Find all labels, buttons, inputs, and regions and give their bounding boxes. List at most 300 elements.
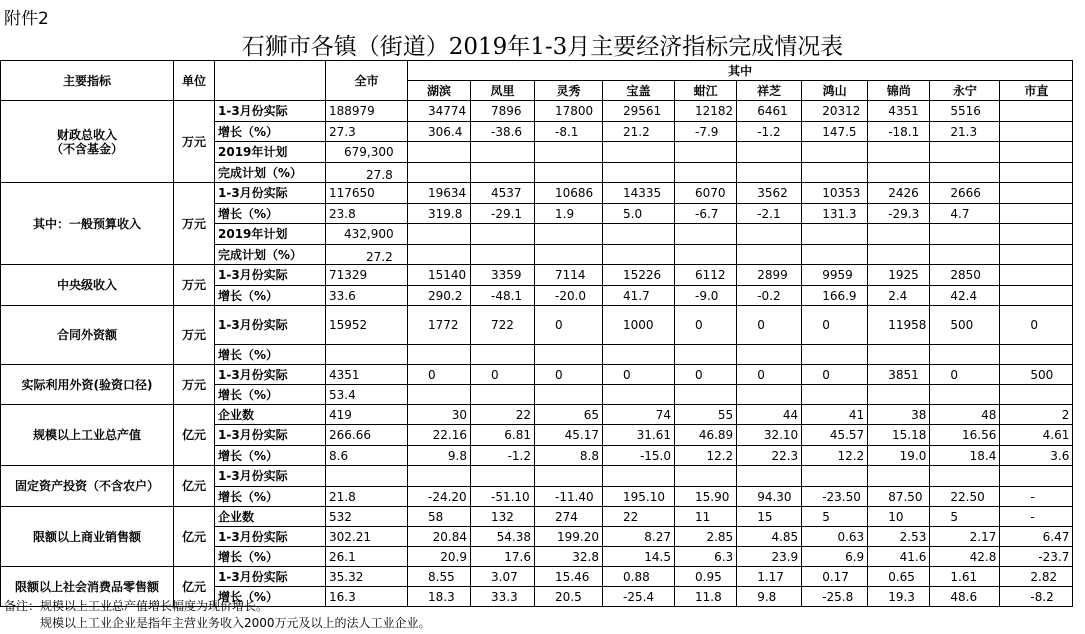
town-cell [675, 224, 737, 245]
town-cell: 14.5 [603, 547, 675, 567]
town-cell [471, 385, 535, 405]
town-cell: 0 [471, 365, 535, 385]
city-total: 27.8 [326, 163, 408, 183]
town-cell: 8.55 [408, 567, 471, 587]
town-cell: 199.20 [535, 527, 603, 547]
indicator-unit: 亿元 [174, 405, 215, 466]
row-label: 1-3月份实际 [215, 466, 326, 487]
town-cell: -18.1 [868, 122, 930, 142]
indicator-name: 合同外资额 [1, 306, 174, 365]
town-cell: 23.9 [737, 547, 802, 567]
town-cell [737, 466, 802, 487]
town-cell: 319.8 [408, 204, 471, 224]
town-cell [737, 345, 802, 365]
town-cell: 19.3 [868, 587, 930, 607]
town-cell: 2426 [868, 183, 930, 204]
city-total: 35.32 [326, 567, 408, 587]
town-cell: -48.1 [471, 286, 535, 306]
town-cell: 9.8 [408, 446, 471, 466]
town-cell: 20.5 [535, 587, 603, 607]
city-total: 15952 [326, 306, 408, 345]
header-blank [215, 61, 326, 101]
city-total: 432,900 [326, 224, 408, 245]
indicator-name: 财政总收入 （不含基金） [1, 101, 174, 183]
town-cell: 1.9 [535, 204, 603, 224]
header-town: 凤里 [471, 81, 535, 101]
town-cell: 2 [1000, 405, 1073, 425]
town-cell: 6070 [675, 183, 737, 204]
city-total: 4351 [326, 365, 408, 385]
town-cell: 7114 [535, 265, 603, 286]
town-cell: 22.16 [408, 425, 471, 446]
town-cell: -20.0 [535, 286, 603, 306]
town-cell [930, 245, 1000, 265]
town-cell: 0 [737, 306, 802, 345]
town-cell: 41.6 [868, 547, 930, 567]
town-cell: 16.56 [930, 425, 1000, 446]
city-total: 302.21 [326, 527, 408, 547]
town-cell: 6.81 [471, 425, 535, 446]
row-label: 增长（%） [215, 587, 326, 607]
city-total: 419 [326, 405, 408, 425]
town-cell: 45.57 [802, 425, 868, 446]
town-cell [603, 142, 675, 163]
indicator-unit: 万元 [174, 101, 215, 183]
town-cell: 132 [471, 507, 535, 527]
town-cell: 3.6 [1000, 446, 1073, 466]
town-cell: 2.85 [675, 527, 737, 547]
town-cell [471, 345, 535, 365]
town-cell: 15.90 [675, 487, 737, 507]
town-cell: 15140 [408, 265, 471, 286]
town-cell: 0 [603, 365, 675, 385]
town-cell: 18.3 [408, 587, 471, 607]
city-total: 23.8 [326, 204, 408, 224]
row-label: 1-3月份实际 [215, 265, 326, 286]
table-row [1, 466, 1073, 487]
header-town: 蚶江 [675, 81, 737, 101]
town-cell: 147.5 [802, 122, 868, 142]
town-cell [408, 163, 471, 183]
town-cell [535, 245, 603, 265]
town-cell: 4.7 [930, 204, 1000, 224]
town-cell: 722 [471, 306, 535, 345]
town-cell: 22 [471, 405, 535, 425]
town-cell [868, 224, 930, 245]
town-cell [675, 245, 737, 265]
town-cell [868, 466, 930, 487]
town-cell: 500 [930, 306, 1000, 345]
town-cell: 42.4 [930, 286, 1000, 306]
city-total: 188979 [326, 101, 408, 122]
town-cell [675, 345, 737, 365]
indicator-unit: 亿元 [174, 507, 215, 567]
town-cell: 290.2 [408, 286, 471, 306]
town-cell: 3359 [471, 265, 535, 286]
row-label: 增长（%） [215, 345, 326, 365]
town-cell [535, 385, 603, 405]
row-label: 增长（%） [215, 446, 326, 466]
town-cell: 74 [603, 405, 675, 425]
town-cell [1000, 204, 1073, 224]
town-cell: 12.2 [802, 446, 868, 466]
city-total: 21.8 [326, 487, 408, 507]
indicator-unit: 亿元 [174, 567, 215, 607]
town-cell: 15226 [603, 265, 675, 286]
note-line-2: 规模以上工业企业是指年主营业务收入2000万元及以上的法人工业企业。 [40, 616, 431, 630]
town-cell: 29561 [603, 101, 675, 122]
header-town: 祥芝 [737, 81, 802, 101]
header-unit: 单位 [174, 61, 215, 101]
town-cell [802, 466, 868, 487]
town-cell: 0 [1000, 306, 1073, 345]
town-cell: 20312 [802, 101, 868, 122]
row-label: 1-3月份实际 [215, 365, 326, 385]
header-town: 锦尚 [868, 81, 930, 101]
row-label: 1-3月份实际 [215, 183, 326, 204]
town-cell: -29.1 [471, 204, 535, 224]
row-label: 2019年计划 [215, 224, 326, 245]
row-label: 1-3月份实际 [215, 306, 326, 345]
city-total: 71329 [326, 265, 408, 286]
town-cell: 15 [737, 507, 802, 527]
table-row [1, 101, 1073, 122]
town-cell: 131.3 [802, 204, 868, 224]
town-cell [535, 466, 603, 487]
indicator-table [0, 60, 1073, 607]
town-cell: 0 [737, 365, 802, 385]
row-label: 完成计划（%） [215, 163, 326, 183]
town-cell: -51.10 [471, 487, 535, 507]
town-cell: 500 [1000, 365, 1073, 385]
town-cell: -29.3 [868, 204, 930, 224]
town-cell: 10353 [802, 183, 868, 204]
town-cell: 32.8 [535, 547, 603, 567]
town-cell [603, 163, 675, 183]
town-cell: 32.10 [737, 425, 802, 446]
indicator-unit: 万元 [174, 183, 215, 265]
town-cell [535, 163, 603, 183]
town-cell [868, 163, 930, 183]
town-cell: 1000 [603, 306, 675, 345]
town-cell: 42.8 [930, 547, 1000, 567]
header-of-which: 其中 [408, 61, 1073, 81]
attachment-label: 附件2 [4, 9, 49, 29]
row-label: 增长（%） [215, 286, 326, 306]
city-total: 26.1 [326, 547, 408, 567]
table-row [1, 507, 1073, 527]
town-cell [802, 224, 868, 245]
town-cell: 11 [675, 507, 737, 527]
town-cell: -8.1 [535, 122, 603, 142]
town-cell: 38 [868, 405, 930, 425]
table-title: 石狮市各镇（街道）2019年1-3月主要经济指标完成情况表 [241, 34, 844, 60]
town-cell: 11958 [868, 306, 930, 345]
row-label: 1-3月份实际 [215, 101, 326, 122]
town-cell: 20.84 [408, 527, 471, 547]
town-cell: 10686 [535, 183, 603, 204]
town-cell: 3.07 [471, 567, 535, 587]
town-cell [737, 224, 802, 245]
town-cell: -6.7 [675, 204, 737, 224]
town-cell [1000, 163, 1073, 183]
indicator-name: 限额以上社会消费品零售额 [1, 567, 174, 607]
town-cell: -1.2 [471, 446, 535, 466]
town-cell: 8.27 [603, 527, 675, 547]
indicator-unit: 万元 [174, 365, 215, 405]
town-cell [930, 385, 1000, 405]
town-cell: -23.50 [802, 487, 868, 507]
town-cell: -38.6 [471, 122, 535, 142]
row-label: 1-3月份实际 [215, 567, 326, 587]
town-cell [1000, 466, 1073, 487]
town-cell: 22.50 [930, 487, 1000, 507]
town-cell: 4.61 [1000, 425, 1073, 446]
town-cell: - [1000, 487, 1073, 507]
town-cell: 0 [930, 365, 1000, 385]
town-cell [930, 142, 1000, 163]
town-cell: -2.1 [737, 204, 802, 224]
header-indicator: 主要指标 [1, 61, 174, 101]
town-cell: 0 [802, 306, 868, 345]
town-cell: 8.8 [535, 446, 603, 466]
town-cell: 41.7 [603, 286, 675, 306]
town-cell: 12.2 [675, 446, 737, 466]
indicator-unit: 亿元 [174, 466, 215, 507]
city-total: 679,300 [326, 142, 408, 163]
table-row [1, 365, 1073, 385]
town-cell [802, 142, 868, 163]
header-town: 鸿山 [802, 81, 868, 101]
town-cell: 2899 [737, 265, 802, 286]
town-cell: 2.53 [868, 527, 930, 547]
header-row [1, 61, 1073, 81]
town-cell [737, 245, 802, 265]
town-cell [535, 142, 603, 163]
town-cell [603, 245, 675, 265]
town-cell: 22 [603, 507, 675, 527]
town-cell: 18.4 [930, 446, 1000, 466]
town-cell [675, 385, 737, 405]
town-cell [930, 466, 1000, 487]
city-total: 33.6 [326, 286, 408, 306]
city-total: 16.3 [326, 587, 408, 607]
town-cell: 11.8 [675, 587, 737, 607]
row-label: 2019年计划 [215, 142, 326, 163]
town-cell [675, 163, 737, 183]
town-cell [408, 142, 471, 163]
town-cell: 41 [802, 405, 868, 425]
indicator-name: 限额以上商业销售额 [1, 507, 174, 567]
town-cell: 12182 [675, 101, 737, 122]
table-row [1, 567, 1073, 587]
town-cell: 0 [802, 365, 868, 385]
town-cell: 0.17 [802, 567, 868, 587]
city-total [326, 345, 408, 365]
town-cell: 65 [535, 405, 603, 425]
row-label: 增长（%） [215, 547, 326, 567]
town-cell [603, 385, 675, 405]
town-cell [603, 224, 675, 245]
indicator-name: 固定资产投资（不含农户） [1, 466, 174, 507]
town-cell: 9959 [802, 265, 868, 286]
town-cell [471, 163, 535, 183]
city-total: 532 [326, 507, 408, 527]
town-cell [471, 245, 535, 265]
indicator-name: 实际利用外资(验资口径) [1, 365, 174, 405]
indicator-name: 其中：一般预算收入 [1, 183, 174, 265]
town-cell: 0 [675, 306, 737, 345]
town-cell [802, 385, 868, 405]
town-cell [1000, 265, 1073, 286]
town-cell: 4351 [868, 101, 930, 122]
town-cell: 17800 [535, 101, 603, 122]
town-cell [471, 224, 535, 245]
town-cell [535, 345, 603, 365]
town-cell: -25.4 [603, 587, 675, 607]
town-cell [868, 345, 930, 365]
town-cell: 14335 [603, 183, 675, 204]
town-cell: 6.47 [1000, 527, 1073, 547]
note-line-1: 备注：规模以上工业总产值增长幅度为现价增长。 [4, 599, 269, 613]
town-cell: 33.3 [471, 587, 535, 607]
town-cell: 44 [737, 405, 802, 425]
town-cell: 34774 [408, 101, 471, 122]
town-cell: 0.63 [802, 527, 868, 547]
header-town: 市直 [1000, 81, 1073, 101]
town-cell: 0 [535, 365, 603, 385]
town-cell [408, 224, 471, 245]
town-cell: 45.17 [535, 425, 603, 446]
indicator-unit: 万元 [174, 265, 215, 306]
city-total: 53.4 [326, 385, 408, 405]
indicator-name: 中央级收入 [1, 265, 174, 306]
town-cell: 54.38 [471, 527, 535, 547]
town-cell [802, 163, 868, 183]
town-cell: -1.2 [737, 122, 802, 142]
town-cell: -0.2 [737, 286, 802, 306]
town-cell: 21.3 [930, 122, 1000, 142]
town-cell [408, 385, 471, 405]
town-cell: 2.17 [930, 527, 1000, 547]
header-town: 宝盖 [603, 81, 675, 101]
town-cell: 48 [930, 405, 1000, 425]
row-label: 1-3月份实际 [215, 425, 326, 446]
city-total: 266.66 [326, 425, 408, 446]
header-town: 湖滨 [408, 81, 471, 101]
row-label: 企业数 [215, 507, 326, 527]
city-total: 27.3 [326, 122, 408, 142]
town-cell: -7.9 [675, 122, 737, 142]
town-cell: 15.46 [535, 567, 603, 587]
town-cell: 6.3 [675, 547, 737, 567]
town-cell: 2850 [930, 265, 1000, 286]
town-cell: 274 [535, 507, 603, 527]
town-cell: 5 [802, 507, 868, 527]
town-cell [535, 224, 603, 245]
town-cell: 21.2 [603, 122, 675, 142]
town-cell [737, 385, 802, 405]
indicator-unit: 万元 [174, 306, 215, 365]
town-cell [408, 345, 471, 365]
town-cell [675, 142, 737, 163]
town-cell [408, 466, 471, 487]
header-city: 全市 [326, 61, 408, 101]
row-label: 增长（%） [215, 487, 326, 507]
town-cell [930, 163, 1000, 183]
row-label: 增长（%） [215, 385, 326, 405]
town-cell: 87.50 [868, 487, 930, 507]
town-cell: 1925 [868, 265, 930, 286]
row-label: 增长（%） [215, 122, 326, 142]
city-total [326, 466, 408, 487]
town-cell: 6461 [737, 101, 802, 122]
town-cell [1000, 286, 1073, 306]
town-cell: 17.6 [471, 547, 535, 567]
town-cell [1000, 224, 1073, 245]
town-cell [868, 385, 930, 405]
town-cell [737, 163, 802, 183]
town-cell: 6112 [675, 265, 737, 286]
town-cell: 3562 [737, 183, 802, 204]
town-cell [1000, 345, 1073, 365]
town-cell [603, 345, 675, 365]
town-cell: 22.3 [737, 446, 802, 466]
town-cell: -9.0 [675, 286, 737, 306]
town-cell: 0.65 [868, 567, 930, 587]
town-cell: 4.85 [737, 527, 802, 547]
town-cell [471, 466, 535, 487]
city-total: 8.6 [326, 446, 408, 466]
town-cell: 1.17 [737, 567, 802, 587]
town-cell: -11.40 [535, 487, 603, 507]
town-cell: 7896 [471, 101, 535, 122]
town-cell: 0.95 [675, 567, 737, 587]
town-cell: 1772 [408, 306, 471, 345]
town-cell: -8.2 [1000, 587, 1073, 607]
town-cell: 0 [675, 365, 737, 385]
row-label: 完成计划（%） [215, 245, 326, 265]
town-cell: 31.61 [603, 425, 675, 446]
town-cell [471, 142, 535, 163]
town-cell: 15.18 [868, 425, 930, 446]
town-cell: 10 [868, 507, 930, 527]
town-cell: 2666 [930, 183, 1000, 204]
town-cell [868, 142, 930, 163]
table-row [1, 405, 1073, 425]
town-cell [1000, 183, 1073, 204]
town-cell: 30 [408, 405, 471, 425]
town-cell: 48.6 [930, 587, 1000, 607]
town-cell: 1.61 [930, 567, 1000, 587]
town-cell [802, 345, 868, 365]
town-cell [675, 466, 737, 487]
town-cell: -15.0 [603, 446, 675, 466]
town-cell: 94.30 [737, 487, 802, 507]
city-total: 117650 [326, 183, 408, 204]
indicator-name: 规模以上工业总产值 [1, 405, 174, 466]
town-cell: 46.89 [675, 425, 737, 446]
town-cell: 0.88 [603, 567, 675, 587]
table-row [1, 183, 1073, 204]
town-cell: 5.0 [603, 204, 675, 224]
town-cell: 58 [408, 507, 471, 527]
town-cell: 5 [930, 507, 1000, 527]
row-label: 1-3月份实际 [215, 527, 326, 547]
town-cell: 20.9 [408, 547, 471, 567]
town-cell [1000, 385, 1073, 405]
town-cell [1000, 245, 1073, 265]
